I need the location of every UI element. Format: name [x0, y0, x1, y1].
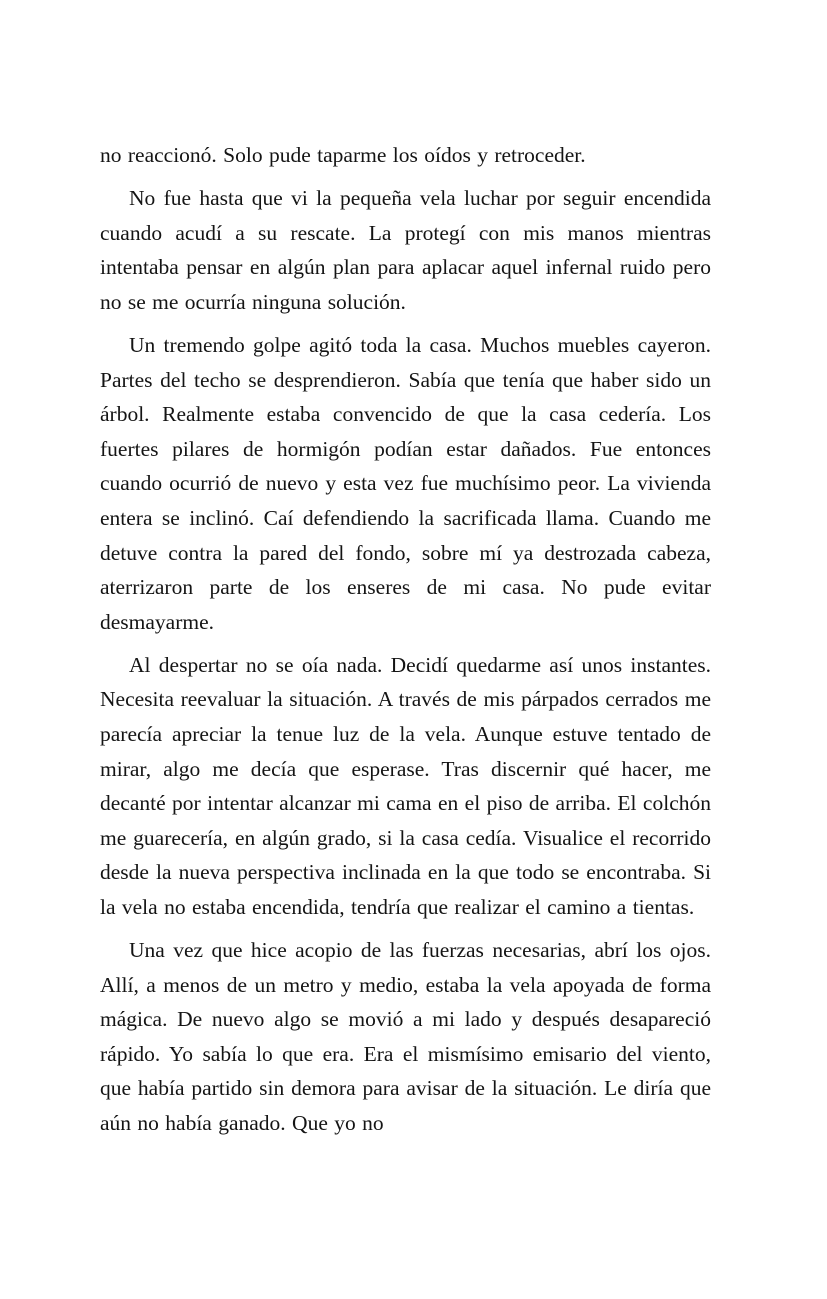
paragraph: No fue hasta que vi la pequeña vela luchar por seguir encendida cuando acudí a su rescate. La protegí con mis manos mientras intentaba pensar en algún plan para aplacar aquel infernal ruido pero no se me ocurría ninguna solución. [100, 186, 711, 314]
paragraph: Un tremendo golpe agitó toda la casa. Muchos muebles cayeron. Partes del techo se desprendieron. Sabía que tenía que haber sido un árbol. Realmente estaba convencido de que la casa cedería. Los fuertes pilares de hormigón podían estar dañados. Fue entonces cuando ocurrió de nuevo y esta vez fue muchísimo peor. La vivienda entera se inclinó. Caí defendiendo la sacrificada llama. Cuando me detuve contra la pared del fondo, sobre mí ya destrozada cabeza, aterrizaron parte de los enseres de mi casa. No pude evitar desmayarme. [100, 332, 711, 634]
paragraph: Al despertar no se oía nada. Decidí quedarme así unos instantes. Necesita reevaluar la situación. A través de mis párpados cerrados me parecía apreciar la tenue luz de la vela. Aunque estuve tentado de mirar, algo me decía que esperase. Tras discernir qué hacer, me decanté por intentar alcanzar mi cama en el piso de arriba. El colchón me guarecería, en algún grado, si la casa cedía. Visualice el recorrido desde la nueva perspectiva inclinada en la que todo se encontraba. Si la vela no estaba encendida, tendría que realizar el camino a tientas. [100, 652, 711, 919]
paragraph: no reaccionó. Solo pude taparme los oídos y retroceder. [100, 143, 586, 167]
paragraph: Una vez que hice acopio de las fuerzas necesarias, abrí los ojos. Allí, a menos de un metro y medio, estaba la vela apoyada de forma mágica. De nuevo algo se movió a mi lado y después desapareció rápido. Yo sabía lo que era. Era el mismísimo emisario del viento, que había partido sin demora para avisar de la situación. Le diría que aún no había ganado. Que yo no [100, 938, 711, 1136]
